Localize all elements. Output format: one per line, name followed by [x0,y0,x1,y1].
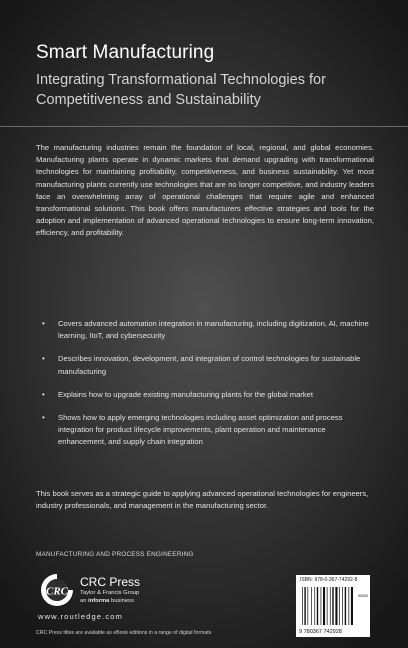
divider [0,126,408,127]
isbn-addon: 90000 [358,594,368,598]
crc-logo-text: CRC [45,585,69,598]
list-item [42,353,370,377]
list-item [42,389,370,401]
list-item-text: Describes innovation, development, and integration of control technologies for sustainable manufacturing [58,354,361,376]
isbn-label: ISBN: 978-0-367-74292-8 [300,577,358,583]
book-title: Smart Manufacturing [36,42,215,63]
barcode-icon [298,587,368,635]
isbn-digits: 9 780367 742928 [299,629,342,635]
bullet-icon: • [42,413,45,423]
list-item-text: Shows how to apply emerging technologies including asset optimization and process integration for product lifecycle improvements, plant operation and maintenance enhancement, and supply chain integration [58,413,343,447]
book-subtitle: Integrating Transformational Technologies for Competitiveness and Sustainability [36,72,326,108]
book-description: The manufacturing industries remain the foundation of local, regional, and global economies. Manufacturing plants operate in dynamic markets that demand upgrading with transformational technologies for maintaining profitability, competitiveness, and business sustainability. Yet most manufacturing plants currently use technologies that are no longer competitive, and industry leaders face an overwhelming array of operational challenges that require agile and enhanced transformational solutions. This book offers manufacturers effective strategies and tools for the adoption and implementation of advanced operational technologies to ensure long-term innovation, efficiency, and profitability. [36,143,374,238]
series-name: MANUFACTURING AND PROCESS ENGINEERING [36,551,194,558]
list-item [42,318,370,342]
publisher-block [80,576,140,605]
list-item [42,412,370,449]
crc-logo-icon [38,571,76,609]
publisher-informa: an informa business [80,598,134,604]
closing-paragraph: This book serves as a strategic guide to applying advanced operational technologies for engineers, industry professionals, and management in the manufacturing sector. [36,489,369,511]
list-item-text: Covers advanced automation integration in manufacturing, including digitization, AI, machine learning, IIoT, and cybersecurity [58,319,369,341]
feature-list [42,318,370,460]
publisher-website: www.routledge.com [38,612,123,621]
publisher-group: Taylor & Francis Group [80,590,140,596]
ebook-note: CRC Press titles are available as eBook editions in a range of digital formats [36,630,212,636]
publisher-name: CRC Press [80,575,141,589]
bullet-icon: • [42,354,45,364]
isbn-barcode [296,575,370,637]
bullet-icon: • [42,389,45,399]
list-item-text: Explains how to upgrade existing manufacturing plants for the global market [58,389,313,399]
bullet-icon: • [42,319,45,328]
